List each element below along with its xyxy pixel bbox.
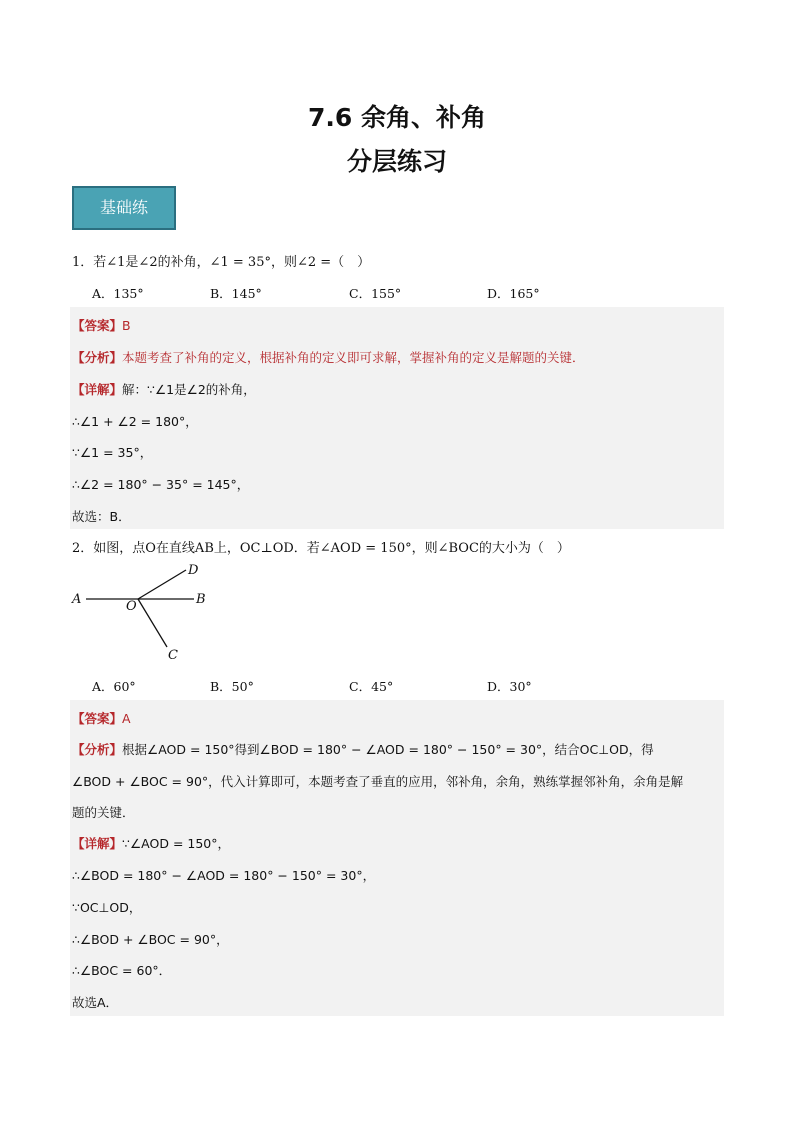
page-title: 7.6 余角、补角 [308, 103, 486, 132]
q2-analysis-line-2: ∠BOD + ∠BOC = 90°，代入计算即可，本题考查了垂直的应用，邻补角，余角，熟练掌握邻补角，余角是解 [72, 774, 684, 789]
q2-step-1: ∴∠BOD = 180° − ∠AOD = 180° − 150° = 30°， [72, 868, 376, 883]
q2-option-d[interactable]: D．30° [487, 679, 532, 694]
label-o: O [126, 599, 137, 614]
q1-analysis: 【分析】本题考查了补角的定义，根据补角的定义即可求解，掌握补角的定义是解题的关键． [72, 350, 585, 365]
label-b: B [196, 592, 206, 607]
ray-oc [138, 599, 167, 647]
q1-step-1: ∴∠1 + ∠2 = 180°， [72, 414, 198, 429]
q2-option-b[interactable]: B．50° [210, 679, 254, 694]
q1-option-b[interactable]: B．145° [210, 286, 262, 301]
q1-option-a[interactable]: A．135° [92, 286, 144, 301]
ray-od [138, 570, 186, 599]
q2-step-5: 故选A． [72, 995, 119, 1010]
q2-answer: 【答案】A [72, 711, 131, 726]
q2-step-4: ∴∠BOC = 60°． [72, 963, 172, 978]
q1-step-2: ∵∠1 = 35°， [72, 445, 153, 460]
q2-analysis: 【分析】根据∠AOD = 150°得到∠BOD = 180° − ∠AOD = 180° − 150° = 30°，结合OC⊥OD，得 [72, 742, 654, 757]
question-2-stem: 2．如图，点O在直线AB上，OC⊥OD．若∠AOD = 150°，则∠BOC的大小为（ ） [72, 541, 570, 556]
page-subtitle: 分层练习 [346, 147, 447, 176]
q2-option-a[interactable]: A．60° [92, 679, 136, 694]
label-c: C [168, 648, 178, 663]
q1-option-c[interactable]: C．155° [349, 286, 402, 301]
q2-detail: 【详解】∵∠AOD = 150°， [72, 836, 230, 851]
q2-step-3: ∴∠BOD + ∠BOC = 90°， [72, 932, 229, 947]
label-d: D [188, 563, 199, 578]
q2-analysis-line-3: 题的关键． [72, 805, 135, 820]
question-1-stem: 1．若∠1是∠2的补角，∠1 = 35°，则∠2 =（ ） [72, 255, 371, 270]
q1-option-d[interactable]: D．165° [487, 286, 540, 301]
q1-step-4: 故选：B． [72, 509, 131, 524]
angle-figure [68, 560, 218, 665]
q2-step-2: ∵OC⊥OD， [72, 900, 142, 915]
section-badge: 基础练 [72, 186, 176, 230]
q1-answer: 【答案】B [72, 318, 131, 333]
q1-detail: 【详解】解：∵∠1是∠2的补角， [72, 382, 256, 397]
q1-step-3: ∴∠2 = 180° − 35° = 145°， [72, 477, 250, 492]
label-a: A [72, 592, 82, 607]
q2-option-c[interactable]: C．45° [349, 679, 394, 694]
